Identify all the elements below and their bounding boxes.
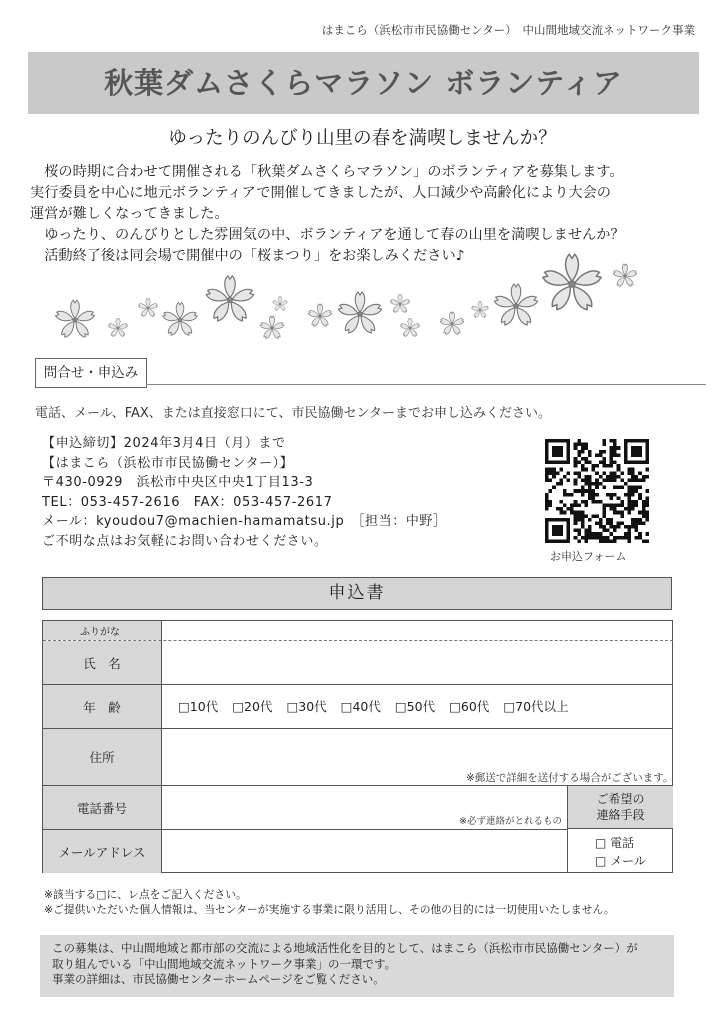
blossom-icon — [205, 276, 254, 323]
blossom-icon — [440, 312, 465, 335]
blossom-icon — [494, 284, 539, 327]
blossom-icon — [138, 298, 158, 317]
header-organization: はまこら（浜松市市民協働センター） 中山間地域交流ネットワーク事業 — [321, 23, 695, 37]
blossom-icon — [613, 264, 638, 287]
phone-note: ※必ず連絡がとれるもの — [459, 816, 562, 827]
deadline: 【申込締切】2024年3月4日（月）まで — [42, 436, 286, 451]
age-label: 年 齢 — [43, 685, 161, 728]
furigana-input[interactable] — [162, 621, 673, 640]
furigana-label: ふりがな — [43, 621, 161, 640]
info-line: この募集は、中山間地域と都市部の交流による地域活性化を目的として、はまこら（浜松市市民協働センター）が — [52, 941, 638, 955]
info-line: 取り組んでいる「中山間地域交流ネットワーク事業」の一環です。 — [52, 956, 397, 971]
title-banner — [28, 52, 699, 114]
tel-fax: TEL：053-457-2616 FAX：053-457-2617 — [42, 494, 333, 510]
blossom-icon — [260, 316, 285, 339]
blossom-icon — [108, 318, 128, 337]
intro-line: ゆったり、のんびりとした雰囲気の中、ボランティアを通して春の山里を満喫しませんか？ — [30, 227, 625, 243]
form-title: 申込書 — [42, 577, 672, 610]
name-input[interactable] — [162, 641, 673, 684]
page-title: 秋葉ダムさくらマラソン ボランティア — [104, 66, 623, 100]
age-option-checkbox[interactable]: □20代 — [232, 699, 273, 714]
contact-details — [42, 434, 447, 552]
contact-option-phone[interactable]: □ 電話 — [595, 836, 635, 850]
age-option-checkbox[interactable]: □40代 — [340, 699, 381, 714]
contact-method-label-line: 連絡手段 — [596, 808, 645, 822]
subtitle: ゆったりのんびり山里の春を満喫しませんか？ — [168, 128, 557, 149]
footnote: ※ご提供いただいた個人情報は、当センターが実施する事業に限り活用し、その他の目的には一切使用いたしません。 — [44, 903, 615, 916]
blossom-icon — [390, 294, 410, 313]
email-address[interactable]: メール：kyoudou7@machien-hamamatsu.jp ［担当：中野］ — [42, 514, 447, 530]
cherry-blossom-decoration — [40, 248, 700, 346]
age-option-checkbox[interactable]: □50代 — [394, 699, 436, 714]
address: 〒430-0929 浜松市中央区中央1丁目13-3 — [42, 475, 314, 491]
blossom-icon — [308, 304, 333, 327]
intro-line: 桜の時期に合わせて開催される「秋葉ダムさくらマラソン」のボランティアを募集します。 — [30, 164, 624, 180]
blossom-icon — [55, 300, 95, 338]
address-note: ※郵送で詳細を送付する場合がございます。 — [466, 772, 674, 784]
contact-method-label-line: ご希望の — [596, 792, 645, 806]
age-options — [178, 697, 569, 715]
age-option-checkbox[interactable]: □70代以上 — [503, 699, 569, 714]
inquiry-note: ご不明な点はお気軽にお問い合わせください。 — [42, 533, 328, 549]
age-option-checkbox[interactable]: □30代 — [286, 699, 327, 714]
info-line: 事業の詳細は、市民協働センターホームページをご覧ください。 — [52, 972, 385, 986]
footnotes — [44, 887, 615, 917]
qr-code-icon[interactable] — [545, 439, 649, 543]
org-name: 【はまこら（浜松市市民協働センター）】 — [42, 455, 294, 471]
blossom-icon — [471, 301, 489, 318]
footnote: ※該当する□に、レ点をご記入ください。 — [44, 888, 247, 901]
blossom-icon — [272, 296, 288, 311]
intro-line: 運営が難しくなってきました。 — [30, 206, 229, 222]
blossom-icon — [162, 302, 198, 336]
how-to-apply: 電話、メール、FAX、または直接窓口にて、市民協働センターまでお申し込みください。 — [35, 406, 552, 421]
info-box — [40, 935, 674, 997]
contact-method-label — [568, 786, 673, 828]
intro-line: 実行委員を中心に地元ボランティアで開催してきましたが、人口減少や高齢化により大会の — [30, 185, 611, 201]
phone-label: 電話番号 — [43, 786, 161, 829]
age-option-checkbox[interactable]: □10代 — [178, 699, 219, 714]
application-form — [42, 620, 673, 873]
contact-option-email[interactable]: □ メール — [595, 854, 646, 868]
email-input[interactable] — [162, 830, 567, 873]
contact-section-label: 問合せ・申込み — [35, 358, 147, 388]
name-label: 氏 名 — [43, 641, 161, 684]
blossom-icon — [338, 292, 383, 335]
address-label: 住所 — [43, 729, 161, 785]
email-label: メールアドレス — [43, 830, 161, 873]
divider — [146, 384, 706, 385]
qr-caption: お申込フォーム — [550, 550, 627, 563]
age-option-checkbox[interactable]: □60代 — [449, 699, 490, 714]
blossom-icon — [542, 254, 602, 312]
blossom-icon — [400, 318, 420, 337]
intro-line: 活動終了後は同会場で開催中の「桜まつり」をお楽しみください♪ — [30, 248, 465, 264]
